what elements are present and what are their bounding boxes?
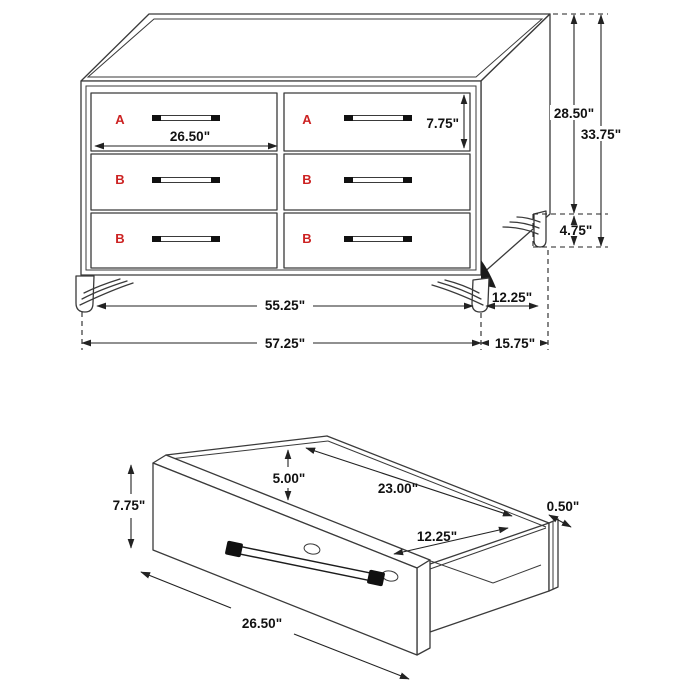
dresser-top-face (81, 14, 550, 81)
drawer-label-b2-left: B (115, 231, 125, 246)
dim-total-height: 33.75" (580, 127, 622, 142)
drawer-detail-view (113, 436, 580, 679)
leg-front-left (76, 276, 133, 312)
dim-case-height: 28.50" (553, 106, 595, 121)
dim-interior-length: 23.00" (377, 481, 419, 496)
dim-side-height: 5.00" (272, 471, 306, 486)
dim-front-width: 26.50" (241, 616, 283, 631)
front-panel-side-edge (417, 560, 430, 655)
dim-total-width: 57.25" (264, 336, 306, 351)
dim-drawer-height: 7.75" (426, 116, 459, 131)
dimline-front-width-left (141, 572, 231, 608)
drawer-label-b1-right: B (302, 172, 312, 187)
drawer-label-b2-right: B (302, 231, 312, 246)
dresser-view (76, 14, 625, 351)
dim-leg-height: 4.75" (559, 223, 593, 238)
dim-panel-thickness: 0.50" (546, 499, 580, 514)
dim-leg-span-depth: 12.25" (491, 290, 533, 305)
drawer-label-a-right: A (302, 112, 312, 127)
dim-front-height: 7.75" (112, 498, 146, 513)
drawer-label-b1-left: B (115, 172, 125, 187)
drawer-label-a-left: A (115, 112, 125, 127)
dim-interior-depth: 12.25" (416, 529, 458, 544)
dim-drawer-width: 26.50" (169, 129, 211, 144)
dim-total-depth: 15.75" (494, 336, 536, 351)
dim-leg-span-width: 55.25" (264, 298, 306, 313)
drawer-front-b2-right (284, 213, 470, 268)
